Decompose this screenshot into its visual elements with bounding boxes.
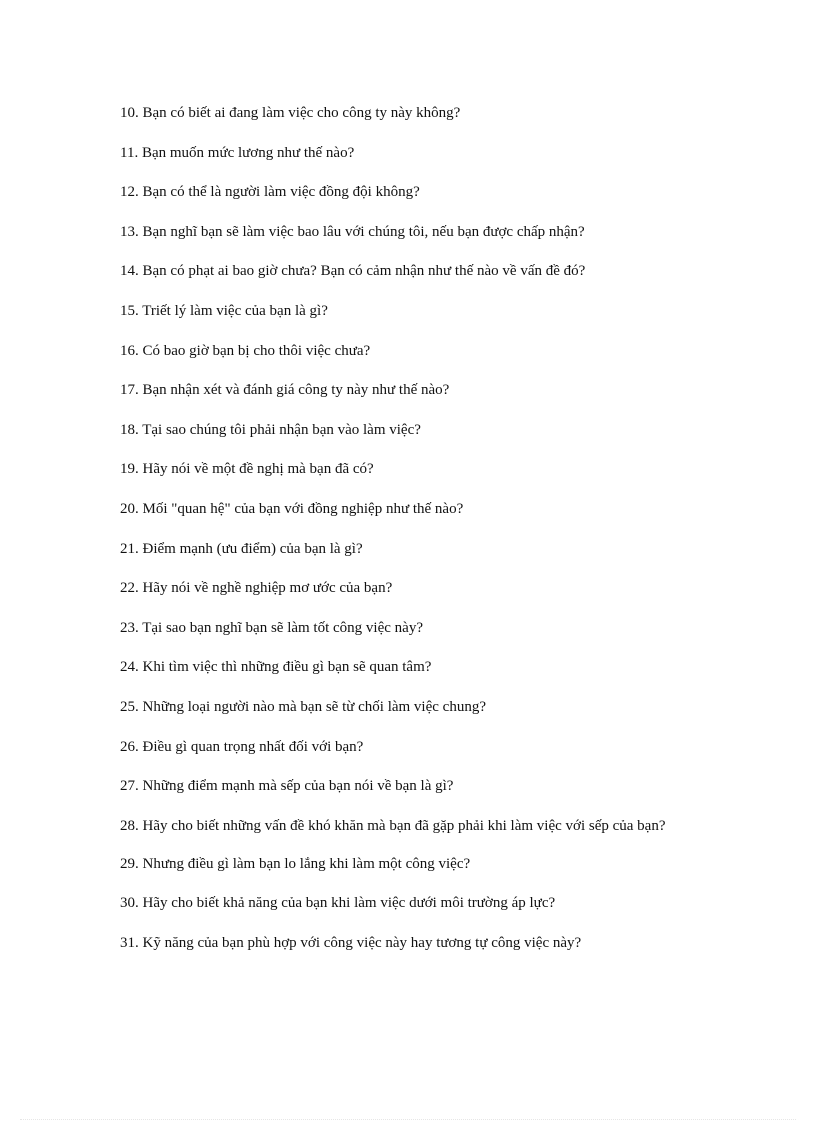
question-item: 21. Điểm mạnh (ưu điểm) của bạn là gì? [120,540,363,557]
question-item: 31. Kỹ năng của bạn phù hợp với công việc này hay tương tự công việc này? [120,934,582,951]
question-list [120,104,680,973]
question-item: 26. Điều gì quan trọng nhất đối với bạn? [120,738,364,755]
question-item: 20. Mối "quan hệ" của bạn với đồng nghiệp như thế nào? [120,500,464,517]
question-item: 13. Bạn nghĩ bạn sẽ làm việc bao lâu với chúng tôi, nếu bạn được chấp nhận? [120,223,585,240]
question-item: 25. Những loại người nào mà bạn sẽ từ chối làm việc chung? [120,698,486,715]
question-item: 15. Triết lý làm việc của bạn là gì? [120,302,328,319]
question-item: 19. Hãy nói về một đề nghị mà bạn đã có? [120,461,374,478]
question-item: 23. Tại sao bạn nghĩ bạn sẽ làm tốt công việc này? [120,619,423,636]
question-item: 30. Hãy cho biết khả năng của bạn khi làm việc dưới môi trường áp lực? [120,895,556,912]
question-item: 11. Bạn muốn mức lương như thế nào? [120,144,355,161]
question-item: 28. Hãy cho biết những vấn đề khó khăn mà bạn đã gặp phải khi làm việc với sếp của bạn? [120,817,666,834]
question-item: 22. Hãy nói về nghề nghiệp mơ ước của bạn? [120,580,393,597]
question-item: 12. Bạn có thể là người làm việc đồng đội không? [120,184,420,201]
page-bottom-divider [20,1119,796,1120]
question-item: 18. Tại sao chúng tôi phải nhận bạn vào làm việc? [120,421,421,438]
question-item: 27. Những điểm mạnh mà sếp của bạn nói về bạn là gì? [120,778,454,795]
question-item: 24. Khi tìm việc thì những điều gì bạn sẽ quan tâm? [120,659,432,676]
question-item: 16. Có bao giờ bạn bị cho thôi việc chưa? [120,342,371,359]
question-item: 14. Bạn có phạt ai bao giờ chưa? Bạn có cảm nhận như thế nào về vấn đề đó? [120,263,586,280]
question-item: 10. Bạn có biết ai đang làm việc cho công ty này không? [120,105,461,121]
question-item: 17. Bạn nhận xét và đánh giá công ty này như thế nào? [120,382,450,399]
question-item: 29. Nhưng điều gì làm bạn lo lắng khi làm một công việc? [120,855,471,872]
